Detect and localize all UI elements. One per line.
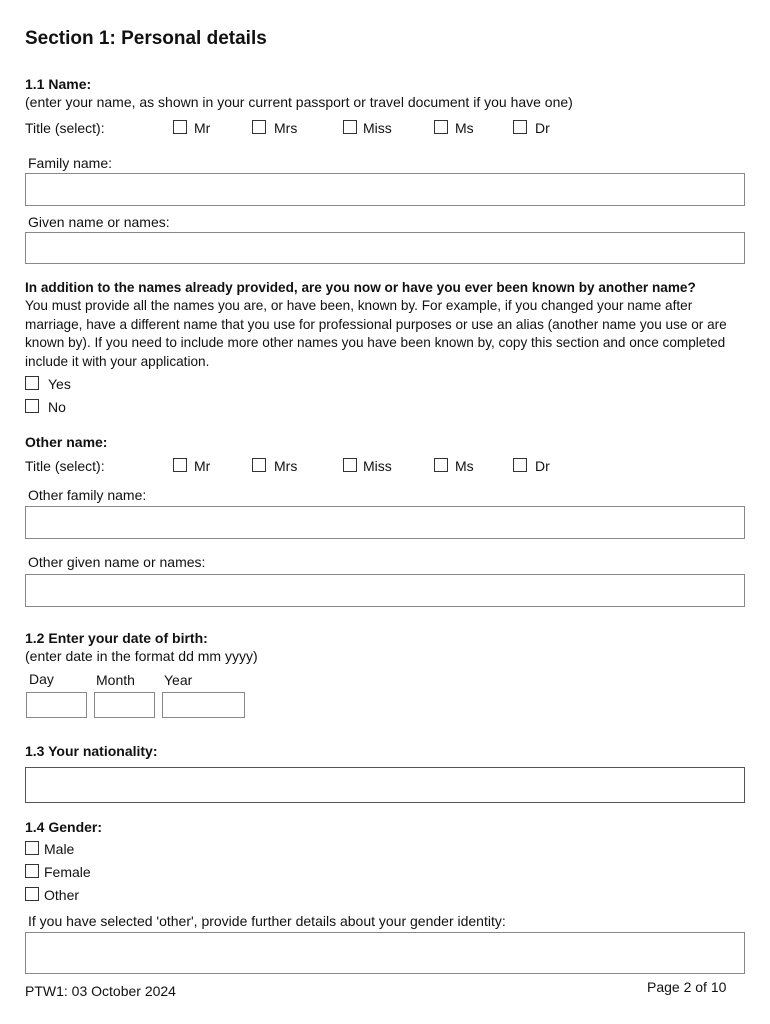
other-name-yes-checkbox[interactable] [25, 376, 39, 390]
dob-year-label: Year [164, 672, 193, 688]
footer-page-number: Page 2 of 10 [647, 979, 727, 995]
nationality-heading: 1.3 Your nationality: [25, 743, 158, 759]
other-title-mrs-checkbox[interactable] [252, 458, 266, 472]
title-miss-checkbox[interactable] [343, 120, 357, 134]
other-title-ms-label: Ms [455, 458, 474, 474]
given-name-label: Given name or names: [28, 214, 170, 230]
title-ms-checkbox[interactable] [434, 120, 448, 134]
gender-female-checkbox[interactable] [25, 864, 39, 878]
gender-female-label: Female [44, 864, 91, 880]
dob-instruction: (enter date in the format dd mm yyyy) [25, 648, 258, 664]
other-title-dr-checkbox[interactable] [513, 458, 527, 472]
gender-details-field[interactable] [25, 932, 745, 974]
family-name-field[interactable] [25, 173, 745, 206]
title-dr-checkbox[interactable] [513, 120, 527, 134]
footer-form-ref: PTW1: 03 October 2024 [25, 983, 176, 999]
other-title-mrs-label: Mrs [274, 458, 298, 474]
other-name-question: In addition to the names already provided, are you now or have you ever been known by another name? [25, 280, 696, 295]
other-name-no-checkbox[interactable] [25, 399, 39, 413]
nationality-field[interactable] [25, 767, 745, 803]
gender-male-checkbox[interactable] [25, 841, 39, 855]
name-instruction: (enter your name, as shown in your current passport or travel document if you have one) [25, 94, 573, 110]
title-ms-label: Ms [455, 120, 474, 136]
other-name-no-label: No [48, 399, 66, 415]
other-name-yes-label: Yes [48, 376, 71, 392]
other-family-name-label: Other family name: [28, 487, 147, 503]
gender-heading: 1.4 Gender: [25, 819, 103, 835]
dob-month-label: Month [96, 672, 135, 688]
title-mrs-checkbox[interactable] [252, 120, 266, 134]
other-title-miss-checkbox[interactable] [343, 458, 357, 472]
title-select-label: Title (select): [25, 120, 105, 136]
gender-other-checkbox[interactable] [25, 887, 39, 901]
other-title-mr-checkbox[interactable] [173, 458, 187, 472]
other-title-select-label: Title (select): [25, 458, 105, 474]
dob-day-field[interactable] [26, 692, 87, 718]
other-title-miss-label: Miss [363, 458, 392, 474]
given-name-field[interactable] [25, 232, 745, 264]
title-dr-label: Dr [535, 120, 550, 136]
other-family-name-field[interactable] [25, 506, 745, 539]
title-miss-label: Miss [363, 120, 392, 136]
other-title-dr-label: Dr [535, 458, 550, 474]
other-name-explanation: You must provide all the names you are, or have been, known by. For example, if you changed your name after marriage, have a different name that you use for professional purposes or use an alias (another name you use or are known by). If you need to include more other names you have been known by, copy this section and once completed include it with your application. [25, 298, 727, 370]
other-title-ms-checkbox[interactable] [434, 458, 448, 472]
family-name-label: Family name: [28, 155, 113, 171]
gender-male-label: Male [44, 841, 75, 857]
other-given-name-field[interactable] [25, 574, 745, 607]
dob-heading: 1.2 Enter your date of birth: [25, 630, 208, 646]
dob-year-field[interactable] [162, 692, 245, 718]
other-name-heading: Other name: [25, 434, 108, 450]
other-given-name-label: Other given name or names: [28, 554, 206, 570]
title-mr-label: Mr [194, 120, 211, 136]
gender-other-label: Other [44, 887, 80, 903]
gender-details-label: If you have selected 'other', provide further details about your gender identity: [28, 913, 506, 929]
section-title: Section 1: Personal details [25, 28, 267, 49]
title-mr-checkbox[interactable] [173, 120, 187, 134]
title-mrs-label: Mrs [274, 120, 298, 136]
dob-month-field[interactable] [94, 692, 155, 718]
dob-day-label: Day [29, 671, 54, 687]
name-heading: 1.1 Name: [25, 76, 92, 92]
other-title-mr-label: Mr [194, 458, 211, 474]
